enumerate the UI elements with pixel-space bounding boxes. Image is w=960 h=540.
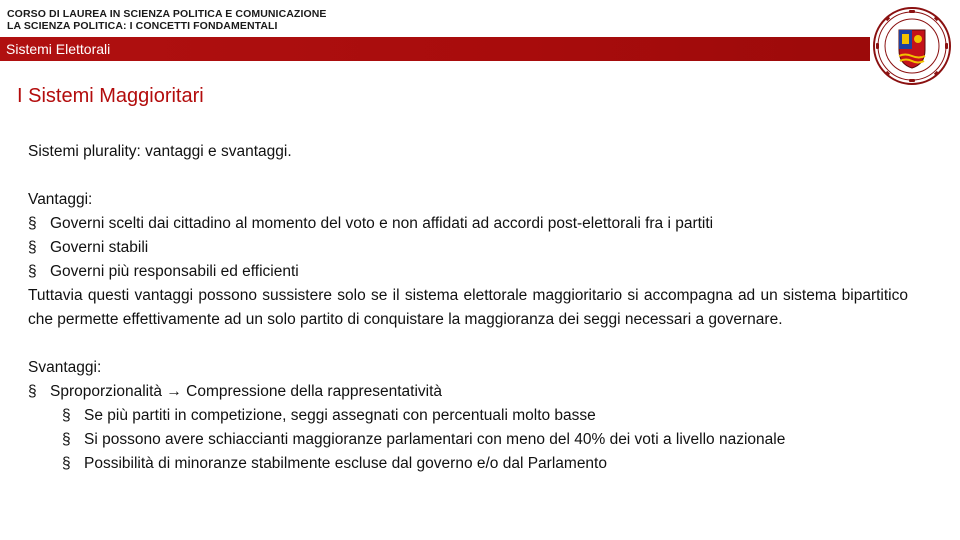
bullet-marker: §: [28, 239, 37, 256]
bullet-marker: §: [62, 455, 71, 472]
course-title-line1: CORSO DI LAUREA IN SCIENZA POLITICA E COMUNICAZIONE: [7, 8, 327, 20]
advantages-label: Vantaggi:: [28, 191, 93, 208]
caveat-paragraph: Tuttavia questi vantaggi possono sussistere solo se il sistema elettorale maggioritario si accompagna ad un sistema bipartitico che permette effettivamente ad un solo partito di conquistare la maggioranza dei seggi necessari a governare.: [28, 287, 908, 328]
disadvantage-text-a: Sproporzionalità: [50, 383, 163, 400]
university-seal-icon: [872, 6, 952, 86]
advantage-text: Governi stabili: [50, 239, 149, 256]
list-item: [28, 404, 908, 428]
course-title-line2: LA SCIENZA POLITICA: I CONCETTI FONDAMENTALI: [7, 20, 278, 32]
disadvantage-sub-text: Si possono avere schiaccianti maggioranze parlamentari con meno del 40% dei voti a livello nazionale: [84, 431, 786, 448]
list-item: [28, 260, 908, 284]
bullet-marker: §: [28, 383, 37, 400]
bullet-marker: §: [62, 407, 71, 424]
disadvantage-text: [50, 380, 442, 404]
list-item: [28, 212, 908, 236]
disadvantages-label: Svantaggi:: [28, 359, 102, 376]
list-item: [28, 428, 908, 452]
slide-body: [28, 140, 908, 476]
bullet-marker: §: [62, 431, 71, 448]
section-bar: [0, 37, 870, 61]
bullet-marker: §: [28, 215, 37, 232]
disadvantage-text-b: Compressione della rappresentatività: [186, 383, 443, 400]
advantage-text: Governi scelti dai cittadino al momento del voto e non affidati ad accordi post-elettorali fra i partiti: [50, 215, 714, 232]
disadvantage-sub-text: Se più partiti in competizione, seggi assegnati con percentuali molto basse: [84, 407, 596, 424]
section-title: Sistemi Elettorali: [6, 41, 111, 57]
arrow-icon: →: [166, 383, 182, 400]
disadvantage-sub-text: Possibilità di minoranze stabilmente escluse dal governo e/o dal Parlamento: [84, 455, 607, 472]
page-title: I Sistemi Maggioritari: [17, 85, 204, 107]
advantage-text: Governi più responsabili ed efficienti: [50, 263, 299, 280]
list-item: [28, 236, 908, 260]
slide-subtitle: Sistemi plurality: vantaggi e svantaggi.: [28, 143, 292, 160]
list-item: [28, 380, 908, 404]
bullet-marker: §: [28, 263, 37, 280]
list-item: [28, 452, 908, 476]
course-header: [7, 8, 327, 32]
